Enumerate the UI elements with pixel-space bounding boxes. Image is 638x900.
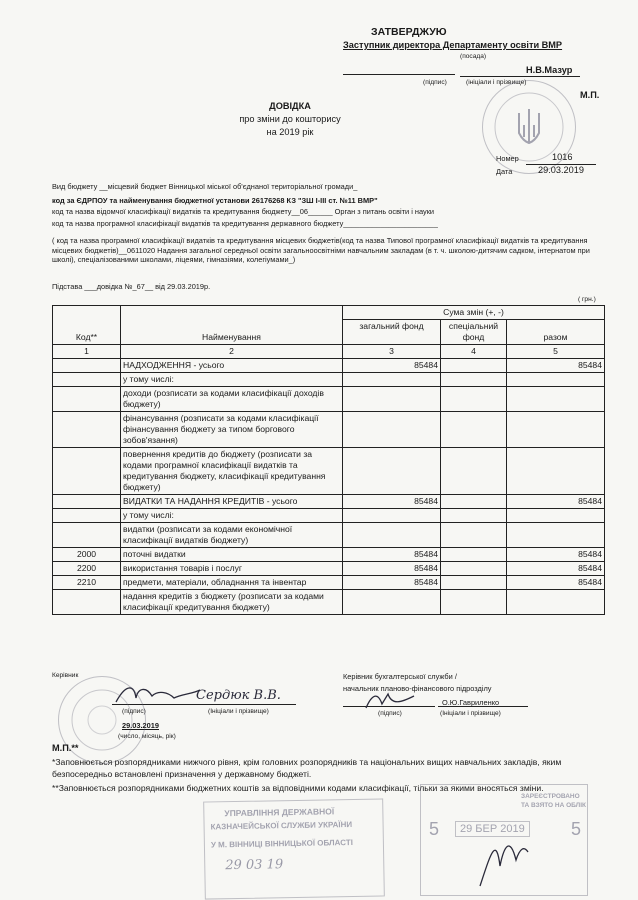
row-code bbox=[53, 509, 121, 523]
row-total bbox=[507, 523, 605, 548]
budget-kind: Вид бюджету __місцевий бюджет Вінницької міської об'єднаної територіальної громади_ bbox=[52, 182, 358, 191]
row-code bbox=[53, 495, 121, 509]
row-special-fund bbox=[441, 359, 507, 373]
table-row bbox=[53, 562, 605, 576]
table-row bbox=[53, 548, 605, 562]
row-total bbox=[507, 412, 605, 448]
row-code bbox=[53, 448, 121, 495]
row-general-fund bbox=[343, 590, 441, 615]
date-label: Дата bbox=[496, 167, 513, 176]
row-general-fund: 85484 bbox=[343, 495, 441, 509]
approval-heading: ЗАТВЕРДЖУЮ bbox=[371, 26, 447, 38]
mp-mark: М.П.** bbox=[52, 743, 79, 753]
row-total: 85484 bbox=[507, 562, 605, 576]
row-general-fund: 85484 bbox=[343, 548, 441, 562]
row-general-fund bbox=[343, 387, 441, 412]
doc-year: на 2019 рік bbox=[266, 127, 314, 137]
doc-title: ДОВІДКА bbox=[269, 101, 311, 111]
row-name: поточні видатки bbox=[121, 548, 343, 562]
row-name: НАДХОДЖЕННЯ - усього bbox=[121, 359, 343, 373]
accounting-signature bbox=[360, 688, 420, 712]
accounting-initials-caption: (Ініціали і прізвище) bbox=[440, 710, 501, 717]
accounting-name-line bbox=[438, 706, 528, 707]
colnum-3: 3 bbox=[343, 345, 441, 359]
approval-name-line bbox=[460, 76, 580, 77]
row-special-fund bbox=[441, 509, 507, 523]
row-special-fund bbox=[441, 373, 507, 387]
accounting-label2: начальник планово-фінансового підрозділу bbox=[343, 684, 492, 693]
table-header-row bbox=[53, 306, 605, 320]
row-special-fund bbox=[441, 495, 507, 509]
registered-line2: ТА ВЗЯТО НА ОБЛІК bbox=[521, 802, 587, 809]
row-total: 85484 bbox=[507, 548, 605, 562]
basis: Підстава ___довідка №_67__ від 29.03.2019р. bbox=[52, 282, 211, 291]
table-row bbox=[53, 412, 605, 448]
approval-initials-caption: (ініціали і прізвище) bbox=[466, 79, 527, 86]
row-code: 2210 bbox=[53, 576, 121, 590]
treasury-line1: УПРАВЛІННЯ ДЕРЖАВНОЇ bbox=[224, 806, 335, 819]
row-total: 85484 bbox=[507, 576, 605, 590]
row-code bbox=[53, 359, 121, 373]
accounting-name: О.Ю.Гавриленко bbox=[442, 698, 500, 707]
footnote-2: **Заповнюється розпорядниками бюджетних коштів за відповідними кодами класифікації, тільки за якими вносяться зміни. bbox=[52, 783, 544, 793]
row-total bbox=[507, 387, 605, 412]
row-special-fund bbox=[441, 548, 507, 562]
row-total bbox=[507, 590, 605, 615]
table-row bbox=[53, 448, 605, 495]
date-value: 29.03.2019 bbox=[538, 165, 584, 175]
head-name-line bbox=[200, 704, 296, 705]
row-name: фінансування (розписати за кодами класифікації фінансування бюджету за типом боргового зобов'язання) bbox=[121, 412, 343, 448]
table-row bbox=[53, 495, 605, 509]
row-code bbox=[53, 590, 121, 615]
row-name: повернення кредитів до бюджету (розписати за кодами програмної класифікації видатків та кредитування бюджету, класифікації кредитування бюджету) bbox=[121, 448, 343, 495]
registered-number: 5 bbox=[429, 819, 440, 839]
accounting-label: Керівник бухгалтерської служби / bbox=[343, 672, 457, 681]
header-general-fund: загальний фонд bbox=[343, 320, 441, 345]
row-code bbox=[53, 412, 121, 448]
row-name: доходи (розписати за кодами класифікації доходів бюджету) bbox=[121, 387, 343, 412]
row-name: ВИДАТКИ ТА НАДАННЯ КРЕДИТІВ - усього bbox=[121, 495, 343, 509]
registered-number-right: 5 bbox=[571, 819, 582, 839]
row-general-fund: 85484 bbox=[343, 562, 441, 576]
table-row bbox=[53, 523, 605, 548]
treasury-line3: У М. ВІННИЦІ ВІННИЦЬКОЇ ОБЛАСТІ bbox=[210, 837, 353, 850]
row-name: у тому числі: bbox=[121, 509, 343, 523]
row-general-fund bbox=[343, 523, 441, 548]
colnum-5: 5 bbox=[507, 345, 605, 359]
row-general-fund bbox=[343, 509, 441, 523]
row-code: 2200 bbox=[53, 562, 121, 576]
row-general-fund bbox=[343, 373, 441, 387]
row-name: використання товарів і послуг bbox=[121, 562, 343, 576]
table-row bbox=[53, 359, 605, 373]
row-special-fund bbox=[441, 523, 507, 548]
row-special-fund bbox=[441, 412, 507, 448]
approval-name: Н.В.Мазур bbox=[526, 65, 573, 75]
treasury-stamp bbox=[203, 798, 385, 899]
row-special-fund bbox=[441, 387, 507, 412]
row-special-fund bbox=[441, 576, 507, 590]
budget-department: код та назва відомчої класифікації видатків та кредитування бюджету__06______ Орган з питань освіти і науки bbox=[52, 207, 435, 216]
header-total: разом bbox=[507, 320, 605, 345]
approval-position: Заступник директора Департаменту освіти ВМР bbox=[343, 40, 563, 50]
table-row bbox=[53, 590, 605, 615]
row-code bbox=[53, 373, 121, 387]
budget-edrpou: код за ЄДРПОУ та найменування бюджетної установи 26176268 КЗ "ЗШ І-ІІІ ст. №11 ВМР" bbox=[52, 196, 378, 205]
row-total bbox=[507, 448, 605, 495]
doc-subtitle: про зміни до кошторису bbox=[239, 114, 341, 124]
footnote-1: *Заповнюється розпорядниками нижчого рівня, крім головних розпорядників та національних вищих навчальних закладів, яким безпосередньо встановлені призначення у державному бюджеті. bbox=[52, 757, 562, 779]
colnum-4: 4 bbox=[441, 345, 507, 359]
registered-line1: ЗАРЕЄСТРОВАНО bbox=[521, 793, 580, 800]
row-special-fund bbox=[441, 562, 507, 576]
head-name: Сердюк В.В. bbox=[196, 688, 281, 703]
header-name: Найменування bbox=[121, 306, 343, 345]
row-name: видатки (розписати за кодами економічної класифікації видатків бюджету) bbox=[121, 523, 343, 548]
row-total bbox=[507, 509, 605, 523]
approval-sign-caption: (підпис) bbox=[423, 79, 447, 86]
table-row bbox=[53, 373, 605, 387]
table-row bbox=[53, 576, 605, 590]
treasury-line2: КАЗНАЧЕЙСЬКОЇ СЛУЖБИ УКРАЇНИ bbox=[210, 819, 353, 832]
registered-date: 29 БЕР 2019 bbox=[455, 821, 530, 837]
colnum-2: 2 bbox=[121, 345, 343, 359]
row-special-fund bbox=[441, 448, 507, 495]
table-colnum-row bbox=[53, 345, 605, 359]
header-sum: Сума змін (+, -) bbox=[343, 306, 605, 320]
approval-mp: М.П. bbox=[580, 90, 600, 100]
row-general-fund: 85484 bbox=[343, 359, 441, 373]
row-code bbox=[53, 523, 121, 548]
row-total: 85484 bbox=[507, 495, 605, 509]
accounting-sign-caption: (підпис) bbox=[378, 710, 402, 717]
position-caption: (посада) bbox=[460, 53, 487, 60]
registrar-signature bbox=[470, 826, 530, 890]
sign-date-caption: (число, місяць, рік) bbox=[118, 733, 176, 740]
row-total: 85484 bbox=[507, 359, 605, 373]
budget-program: код та назва програмної класифікації видатків та кредитування державного бюджету_______________________ bbox=[52, 219, 438, 228]
row-total bbox=[507, 373, 605, 387]
head-initials-caption: (Ініціали і прізвище) bbox=[208, 708, 269, 715]
treasury-date: 29 03 19 bbox=[225, 857, 284, 874]
row-code bbox=[53, 387, 121, 412]
table-row bbox=[53, 509, 605, 523]
row-general-fund: 85484 bbox=[343, 576, 441, 590]
row-general-fund bbox=[343, 448, 441, 495]
number-value: 1016 bbox=[552, 152, 573, 162]
row-name: надання кредитів з бюджету (розписати за кодами класифікації кредитування бюджету) bbox=[121, 590, 343, 615]
header-code: Код** bbox=[53, 306, 121, 345]
budget-local-program: ( код та назва програмної класифікації видатків та кредитування місцевих бюджетів(код та назва Типової програмної класифікації видатків та кредитування місцевих бюджетів)__0611020 Надання загальної середньої освіти загальноосвітніми навчальним закладам (в т. ч. школою-дитячим садком, інтернатом при школі), спеціалізованими школами, ліцеями, гімназіями, колегіумами_) bbox=[52, 236, 590, 264]
table-row bbox=[53, 387, 605, 412]
sign-date: 29.03.2019 bbox=[122, 721, 159, 730]
number-label: Номер bbox=[496, 154, 519, 163]
currency: ( грн.) bbox=[578, 296, 596, 303]
row-special-fund bbox=[441, 590, 507, 615]
row-name: у тому числі: bbox=[121, 373, 343, 387]
head-label: Керівник bbox=[52, 672, 79, 679]
colnum-1: 1 bbox=[53, 345, 121, 359]
row-code: 2000 bbox=[53, 548, 121, 562]
head-sign-caption: (підпис) bbox=[122, 708, 146, 715]
changes-table bbox=[52, 305, 605, 615]
header-special-fund: спеціальний фонд bbox=[441, 320, 507, 345]
row-general-fund bbox=[343, 412, 441, 448]
row-name: предмети, матеріали, обладнання та інвентар bbox=[121, 576, 343, 590]
approval-sign-line bbox=[343, 74, 455, 75]
